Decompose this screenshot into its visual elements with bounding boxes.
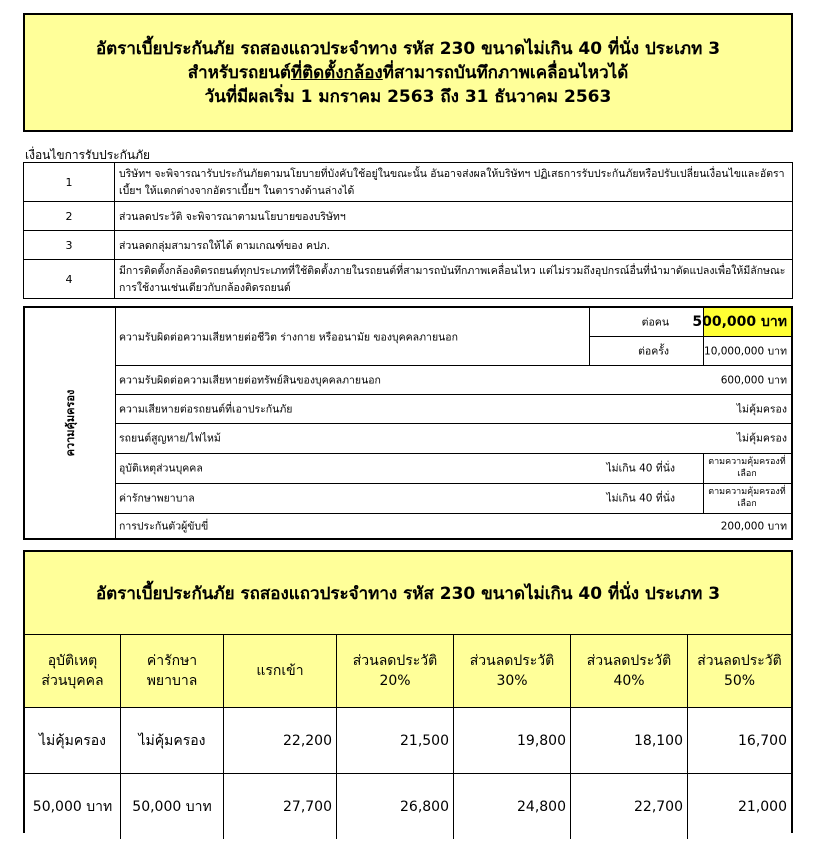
per-person-highlight [692,308,791,336]
personal-accident-value-line1: ตามความคุ้มครองที่ [708,457,786,467]
rates-header-cell [337,634,454,708]
page-header [23,13,793,132]
rates-header-line1: แรกเข้า [256,662,304,679]
rates-header-row [25,634,791,708]
property-label: ความรับผิดต่อความเสียหายต่อทรัพย์สินของบุคคลภายนอก [119,374,381,386]
header-effective-date: วันที่มีผลเริ่ม 1 มกราคม 2563 ถึง 31 ธันวาคม 2563 [204,86,612,107]
rates-header-line2: 30% [496,672,528,689]
condition-row [24,202,793,231]
coverage-side-header [25,308,116,538]
rates-header-line1: ส่วนลดประวัติ [352,652,438,669]
bail-value: 200,000 บาท [720,520,787,532]
rates-header-cell [121,634,224,708]
rates-header-line2: ส่วนบุคคล [41,672,104,689]
theft-fire-value: ไม่คุ้มครอง [736,432,787,445]
rates-cell: 21,500 [337,708,454,774]
header-subtitle [188,61,628,85]
rates-cell: 16,700 [688,708,792,774]
rates-cell: 22,200 [224,708,337,774]
condition-text: ส่วนลดกลุ่มสามารถให้ได้ ตามเกณฑ์ของ คปภ. [115,231,793,260]
rates-cell: 19,800 [454,708,571,774]
rates-cell: 21,000 [688,774,792,840]
rates-cell: 26,800 [337,774,454,840]
personal-accident-label: อุบัติเหตุส่วนบุคคล [119,462,203,475]
rates-header-line2: พยาบาล [146,672,198,689]
medical-value-line2: เลือก [737,499,757,509]
medical-value [703,486,791,510]
rates-cell: 27,700 [224,774,337,840]
condition-row [24,163,793,202]
rates-header-line2: 40% [613,672,645,689]
medical-label: ค่ารักษาพยาบาล [119,492,195,505]
rates-header-line2: 20% [379,672,411,689]
rates-cell: 50,000 บาท [25,774,121,840]
per-person-cell [589,308,791,337]
rates-header-line1: ส่วนลดประวัติ [469,652,555,669]
rates-cell: ไม่คุ้มครอง [25,708,121,774]
coverage-row-theft-fire [115,423,791,454]
personal-accident-limit: ไม่เกิน 40 ที่นั่ง [606,462,675,475]
rates-table-container [23,550,793,833]
coverage-row-bail [115,513,791,538]
per-person-value: 500,000 บาท [692,314,787,330]
own-damage-value: ไม่คุ้มครอง [736,403,787,415]
coverage-row-medical [115,483,791,514]
coverage-side-label: ความคุ้มครอง [64,389,77,457]
condition-number: 4 [24,260,115,299]
header-subtitle-post: ที่สามารถบันทึกภาพเคลื่อนไหวได้ [382,62,629,83]
rates-table [25,634,791,839]
rates-header-line1: ส่วนลดประวัติ [697,652,782,669]
condition-number: 3 [24,231,115,260]
condition-number: 1 [24,163,115,202]
life-liability-label: ความรับผิดต่อความเสียหายต่อชีวิต ร่างกาย หรืออนามัย ของบุคคลภายนอก [119,331,458,343]
rates-cell: 50,000 บาท [121,774,224,840]
personal-accident-value-line2: เลือก [737,469,757,479]
coverage-table [23,306,793,540]
coverage-row-property [115,365,791,395]
header-subtitle-pre: สำหรับรถยนต์ [187,62,291,83]
rates-header-line1: อุบัติเหตุ [47,652,98,669]
medical-limit: ไม่เกิน 40 ที่นั่ง [606,492,675,505]
condition-text: บริษัทฯ จะพิจารณารับประกันภัยตามนโยบายที่บังคับใช้อยู่ในขณะนั้น อันอาจส่งผลให้บริษัทฯ ปฏิเสธการรับประกันภัยหรือปรับเปลี่ยนเงื่อนไขและอัตราเบี้ยฯ ให้แตกต่างจากอัตราเบี้ยฯ ในตารางด้านล่างได้ [115,163,793,202]
per-person-label: ต่อคน [641,316,669,329]
condition-number: 2 [24,202,115,231]
rates-header-cell [224,634,337,708]
rates-header-line1: ค่ารักษา [146,652,198,669]
rates-header-cell [688,634,792,708]
coverage-row-personal-accident [115,453,791,484]
coverage-row-life-liability [115,308,791,366]
rates-header-cell [25,634,121,708]
own-damage-label: ความเสียหายต่อรถยนต์ที่เอาประกันภัย [119,403,293,415]
condition-text: มีการติดตั้งกล้องติดรถยนต์ทุกประเภทที่ใช้ติดตั้งภายในรถยนต์ที่สามารถบันทึกภาพเคลื่อนไหว แต่ไม่รวมถึงอุปกรณ์อื่นที่นำมาดัดแปลงเพื่อให้มีลักษณะการใช้งานเช่นเดียวกับกล้องติดรถยนต์ [115,260,793,299]
per-time-cell [589,336,791,365]
bail-label: การประกันตัวผู้ขับขี่ [119,520,209,532]
rates-header-cell [571,634,688,708]
conditions-title: เงื่อนไขการรับประกันภัย [25,148,151,162]
rates-cell: 24,800 [454,774,571,840]
property-value: 600,000 บาท [720,374,787,386]
rates-cell: 18,100 [571,708,688,774]
rates-cell: 22,700 [571,774,688,840]
per-time-label: ต่อครั้ง [638,345,669,357]
medical-value-line1: ตามความคุ้มครองที่ [708,487,786,497]
header-subtitle-emphasis: ที่ติดตั้งกล้อง [290,62,383,83]
condition-row [24,260,793,299]
rates-row [25,774,791,840]
rates-header-line1: ส่วนลดประวัติ [586,652,672,669]
condition-row [24,231,793,260]
per-time-value: 10,000,000 บาท [704,345,787,357]
rates-title: อัตราเบี้ยประกันภัย รถสองแถวประจำทาง รหัส 230 ขนาดไม่เกิน 40 ที่นั่ง ประเภท 3 [25,552,791,635]
theft-fire-label: รถยนต์สูญหาย/ไฟไหม้ [119,432,221,445]
rates-header-line2: 50% [723,672,756,689]
coverage-row-own-damage [115,394,791,424]
personal-accident-value [703,456,791,480]
condition-text: ส่วนลดประวัติ จะพิจารณาตามนโยบายของบริษัทฯ [115,202,793,231]
header-title: อัตราเบี้ยประกันภัย รถสองแถวประจำทาง รหัส 230 ขนาดไม่เกิน 40 ที่นั่ง ประเภท 3 [95,38,721,59]
conditions-table [23,162,793,299]
rates-header-cell [454,634,571,708]
rates-row [25,708,791,774]
rates-cell: ไม่คุ้มครอง [121,708,224,774]
